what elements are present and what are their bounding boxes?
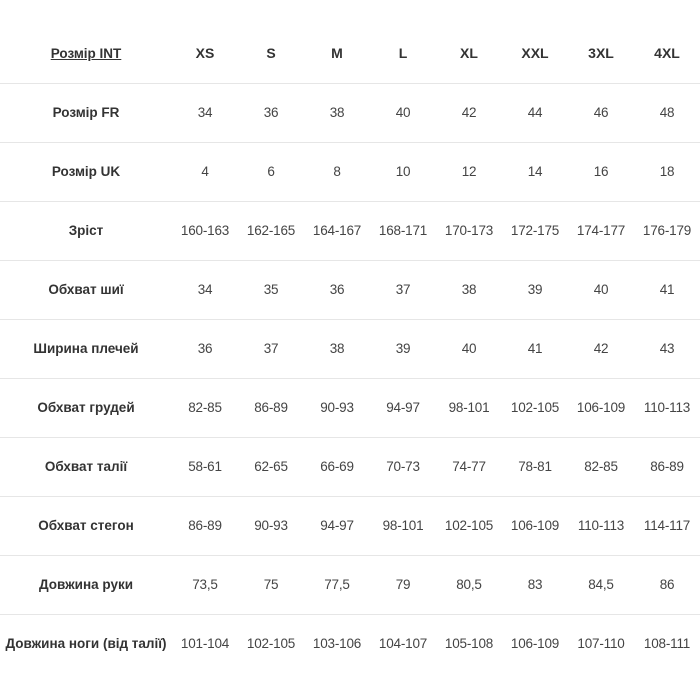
table-row-neck	[0, 260, 700, 319]
cell-chest-xl: 98-101	[448, 400, 490, 415]
cell-arm-length-xl: 80,5	[456, 577, 482, 592]
cell-leg-length-3xl: 107-110	[577, 636, 625, 652]
cell-hips-l: 98-101	[382, 518, 424, 533]
row-label-waist: Обхват талії	[44, 459, 128, 474]
header-label-size-int: Розмір INT	[50, 45, 122, 61]
table-row-hips	[0, 496, 700, 555]
cell-shoulder-width-xl: 40	[461, 341, 477, 356]
cell-arm-length-4xl: 86	[659, 577, 675, 592]
cell-shoulder-width-xxl: 41	[527, 341, 543, 356]
row-label-hips: Обхват стегон	[38, 518, 134, 533]
cell-size-uk-s: 6	[267, 164, 275, 179]
cell-size-fr-m: 38	[329, 105, 345, 120]
cell-arm-length-m: 77,5	[324, 577, 350, 592]
cell-waist-xxl: 78-81	[518, 459, 552, 474]
header-size-xs: XS	[195, 45, 215, 62]
cell-neck-xl: 38	[461, 282, 477, 297]
cell-chest-3xl: 106-109	[576, 400, 626, 415]
cell-neck-l: 37	[395, 282, 411, 297]
table-row-size-fr	[0, 83, 700, 142]
cell-neck-xxl: 39	[527, 282, 543, 297]
cell-shoulder-width-4xl: 43	[659, 341, 675, 356]
table-row-height	[0, 201, 700, 260]
cell-shoulder-width-3xl: 42	[593, 341, 609, 356]
cell-hips-xxl: 106-109	[510, 518, 560, 533]
cell-chest-m: 90-93	[320, 400, 354, 415]
cell-waist-xl: 74-77	[452, 459, 486, 474]
cell-leg-length-xs: 101-104	[180, 636, 230, 652]
cell-height-s: 162-165	[246, 223, 296, 238]
header-size-4xl: 4XL	[654, 45, 680, 62]
cell-leg-length-s: 102-105	[246, 636, 296, 652]
cell-chest-l: 94-97	[386, 400, 420, 415]
cell-size-uk-xl: 12	[461, 164, 477, 179]
header-size-xxl: XXL	[521, 45, 549, 62]
cell-height-xxl: 172-175	[510, 223, 560, 238]
header-size-xl: XL	[460, 45, 478, 62]
cell-waist-xs: 58-61	[188, 459, 222, 474]
cell-size-uk-xs: 4	[201, 164, 209, 179]
cell-chest-xs: 82-85	[188, 400, 222, 415]
cell-leg-length-4xl: 108-111	[643, 636, 691, 652]
cell-neck-m: 36	[329, 282, 345, 297]
cell-arm-length-3xl: 84,5	[588, 577, 614, 592]
header-size-m: M	[331, 45, 343, 62]
cell-hips-m: 94-97	[320, 518, 354, 533]
cell-height-3xl: 174-177	[576, 223, 626, 238]
cell-size-uk-4xl: 18	[659, 164, 675, 179]
cell-hips-xl: 102-105	[444, 518, 494, 533]
cell-waist-4xl: 86-89	[650, 459, 684, 474]
cell-height-l: 168-171	[378, 223, 428, 238]
row-label-chest: Обхват грудей	[37, 400, 135, 415]
cell-leg-length-m: 103-106	[312, 636, 362, 652]
row-label-leg-length: Довжина ноги (від талії)	[5, 636, 167, 652]
row-label-shoulder-width: Ширина плечей	[33, 341, 139, 356]
cell-height-4xl: 176-179	[642, 223, 692, 238]
header-size-3xl: 3XL	[588, 45, 614, 62]
cell-size-fr-xs: 34	[197, 105, 213, 120]
cell-size-uk-3xl: 16	[593, 164, 609, 179]
cell-leg-length-xl: 105-108	[444, 636, 494, 652]
cell-size-fr-4xl: 48	[659, 105, 675, 120]
header-size-s: S	[266, 45, 276, 62]
cell-leg-length-xxl: 106-109	[510, 636, 560, 652]
row-label-size-fr: Розмір FR	[52, 105, 120, 120]
header-size-l: L	[398, 45, 408, 62]
cell-hips-xs: 86-89	[188, 518, 222, 533]
cell-chest-s: 86-89	[254, 400, 288, 415]
cell-chest-4xl: 110-113	[643, 400, 691, 415]
cell-size-fr-s: 36	[263, 105, 279, 120]
cell-height-xl: 170-173	[444, 223, 494, 238]
table-row-size-uk	[0, 142, 700, 201]
size-chart-table	[0, 24, 700, 673]
cell-shoulder-width-l: 39	[395, 341, 411, 356]
cell-neck-s: 35	[263, 282, 279, 297]
cell-hips-s: 90-93	[254, 518, 288, 533]
cell-size-uk-xxl: 14	[527, 164, 543, 179]
cell-waist-l: 70-73	[386, 459, 420, 474]
row-label-size-uk: Розмір UK	[51, 164, 121, 179]
cell-shoulder-width-m: 38	[329, 341, 345, 356]
row-label-height: Зріст	[68, 223, 104, 238]
cell-shoulder-width-s: 37	[263, 341, 279, 356]
cell-arm-length-l: 79	[395, 577, 411, 592]
cell-shoulder-width-xs: 36	[197, 341, 213, 356]
cell-hips-4xl: 114-117	[643, 518, 691, 533]
cell-waist-m: 66-69	[320, 459, 354, 474]
cell-arm-length-xxl: 83	[527, 577, 543, 592]
table-row-waist	[0, 437, 700, 496]
cell-size-fr-3xl: 46	[593, 105, 609, 120]
table-row-leg-length	[0, 614, 700, 673]
row-label-arm-length: Довжина руки	[38, 577, 134, 592]
cell-waist-3xl: 82-85	[584, 459, 618, 474]
cell-leg-length-l: 104-107	[378, 636, 428, 652]
header-row	[0, 24, 700, 83]
cell-size-fr-xl: 42	[461, 105, 477, 120]
table-row-shoulder-width	[0, 319, 700, 378]
cell-arm-length-xs: 73,5	[192, 577, 218, 592]
cell-size-uk-l: 10	[395, 164, 411, 179]
cell-height-m: 164-167	[312, 223, 362, 238]
table-row-arm-length	[0, 555, 700, 614]
cell-size-fr-xxl: 44	[527, 105, 543, 120]
cell-hips-3xl: 110-113	[577, 518, 625, 533]
row-label-neck: Обхват шиї	[48, 282, 124, 297]
cell-arm-length-s: 75	[263, 577, 279, 592]
cell-neck-4xl: 41	[659, 282, 675, 297]
table-body	[0, 83, 700, 673]
cell-height-xs: 160-163	[180, 223, 230, 238]
table-row-chest	[0, 378, 700, 437]
cell-size-uk-m: 8	[333, 164, 341, 179]
cell-waist-s: 62-65	[254, 459, 288, 474]
cell-neck-xs: 34	[197, 282, 213, 297]
cell-chest-xxl: 102-105	[510, 400, 560, 415]
cell-size-fr-l: 40	[395, 105, 411, 120]
cell-neck-3xl: 40	[593, 282, 609, 297]
